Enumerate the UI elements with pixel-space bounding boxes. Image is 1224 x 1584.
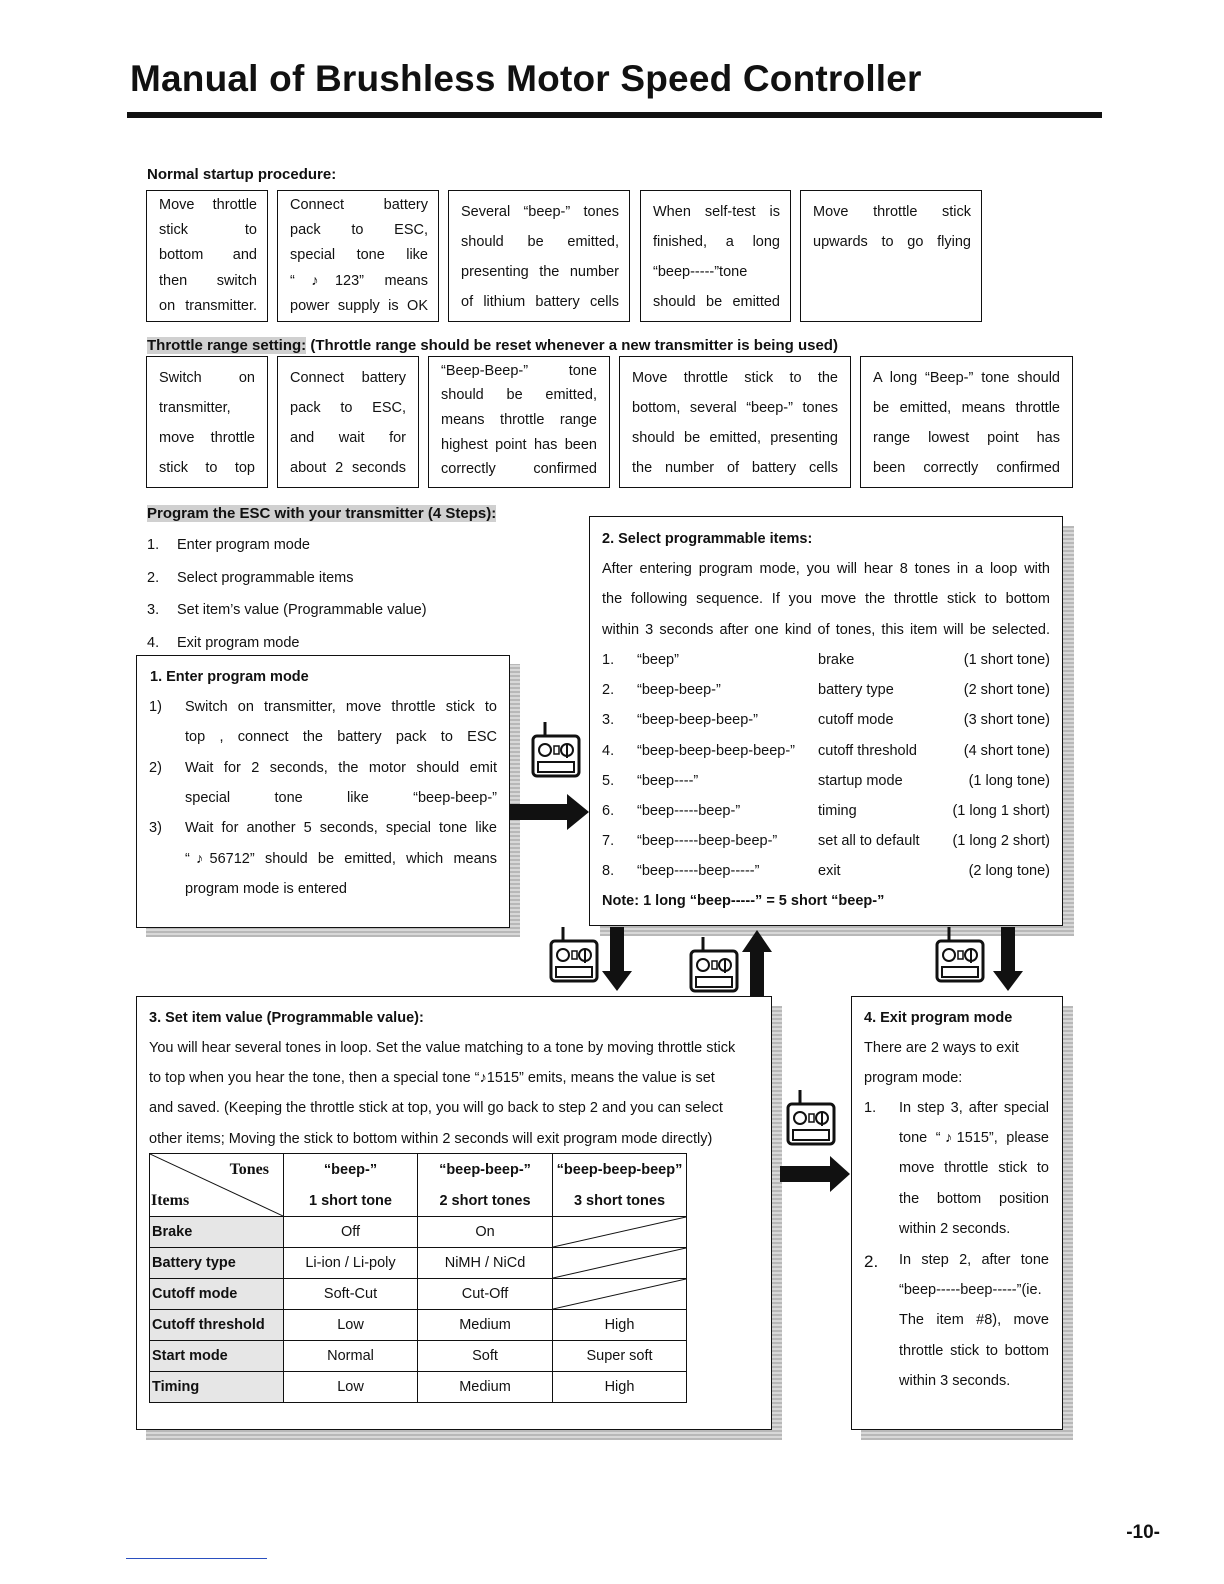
empty-cell-slash [553, 1217, 686, 1247]
throttle-step-line: about 2 seconds [290, 460, 406, 476]
startup-step-line: stick to [159, 222, 257, 238]
exit-way-line: the bottom position [899, 1190, 1049, 1207]
exit-way-number: 2. [864, 1252, 879, 1271]
throttle-step-line: highest point has been [441, 437, 597, 453]
throttle-step-line: A long “Beep-” tone should [873, 370, 1060, 386]
program-step-text: Select programmable items [177, 569, 354, 586]
enter-program-box [136, 655, 510, 928]
select-item-name: exit [818, 863, 841, 880]
select-items-box [589, 516, 1063, 926]
table-cell: Super soft [553, 1341, 687, 1372]
startup-step-line: “beep-----”tone [653, 264, 748, 280]
enter-item-line: Wait for another 5 seconds, special tone like [185, 820, 497, 837]
enter-item-line: special tone like “beep-beep-” [185, 789, 497, 806]
enter-item-line: program mode is entered [185, 880, 347, 897]
startup-step-line: special tone like [290, 247, 428, 263]
select-item-number: 5. [602, 772, 615, 789]
throttle-step-line: should be emitted, [441, 387, 597, 403]
tone-table [149, 1153, 687, 1403]
select-item-number: 2. [602, 682, 615, 699]
table-row [150, 1279, 687, 1310]
select-item-name: set all to default [818, 833, 920, 850]
startup-step-box [146, 190, 268, 322]
table-cell: Off [284, 1217, 418, 1248]
exit-intro-1: There are 2 ways to exit [864, 1040, 1019, 1056]
throttle-step-line: move throttle [159, 430, 255, 446]
throttle-step-line: means throttle range [441, 412, 597, 428]
enter-item-number: 3) [149, 820, 162, 837]
arrow-right-2 [780, 1156, 852, 1192]
transmitter-icon [689, 935, 739, 995]
table-row [150, 1372, 687, 1403]
enter-item-number: 2) [149, 759, 162, 776]
table-cell: NiMH / NiCd [418, 1248, 553, 1279]
enter-title: 1. Enter program mode [150, 669, 309, 685]
exit-way-line: tone “♪1515”, please [899, 1130, 1049, 1147]
table-cell: Low [284, 1310, 418, 1341]
program-step-text: Enter program mode [177, 537, 310, 553]
table-cell: Medium [418, 1310, 553, 1341]
setvalue-line: other items; Moving the stick to bottom within 2 seconds will exit program mode directly) [149, 1130, 713, 1147]
select-item-name: startup mode [818, 772, 903, 789]
throttle-heading [147, 337, 838, 354]
startup-step-box [800, 190, 982, 322]
select-item-tone: “beep----” [637, 772, 699, 789]
program-step-number: 2. [147, 569, 160, 586]
throttle-step-line: Move throttle stick to the [632, 370, 838, 386]
table-row-header: Brake [150, 1217, 284, 1248]
startup-heading: Normal startup procedure: [147, 166, 337, 183]
enter-item-line: “♪56712” should be emitted, which means [185, 850, 497, 867]
throttle-step-line: “Beep-Beep-” tone [441, 363, 597, 379]
table-cell [553, 1217, 687, 1248]
startup-step-box [640, 190, 791, 322]
exit-program-box [851, 996, 1063, 1430]
setvalue-line: and saved. (Keeping the throttle stick at top, you will go back to step 2 and you can select [149, 1100, 723, 1117]
table-row-header: Battery type [150, 1248, 284, 1279]
throttle-step-line: the number of battery cells [632, 460, 838, 476]
startup-step-line: Move throttle stick [813, 204, 971, 220]
throttle-step-line: and wait for [290, 430, 406, 446]
program-step-number: 3. [147, 602, 160, 618]
arrow-down-1 [602, 927, 632, 991]
select-item-tone: “beep-----beep-” [637, 803, 741, 819]
setvalue-title: 3. Set item value (Programmable value): [149, 1010, 424, 1026]
exit-way-line: within 3 seconds. [899, 1372, 1011, 1389]
select-item-count: (2 short tone) [963, 682, 1050, 699]
throttle-step-box [619, 356, 851, 488]
header-desc-2: 2 short tones [418, 1185, 553, 1217]
throttle-heading-highlight: Throttle range setting: [147, 337, 307, 354]
select-intro-line: After entering program mode, you will hear 8 tones in a loop with [602, 561, 1050, 577]
table-cell [553, 1279, 687, 1310]
throttle-step-line: been correctly confirmed [873, 460, 1060, 476]
select-item-count: (1 long tone) [968, 772, 1050, 789]
select-item-tone: “beep” [637, 652, 679, 668]
exit-way-line: The item #8), move [899, 1312, 1049, 1329]
throttle-step-line: range lowest point has [873, 430, 1060, 446]
select-title: 2. Select programmable items: [602, 531, 813, 547]
startup-step-line: then switch [159, 273, 257, 289]
select-item-number: 3. [602, 712, 615, 729]
startup-step-line: bottom and [159, 247, 257, 263]
select-item-number: 1. [602, 652, 615, 668]
select-note: Note: 1 long “beep-----” = 5 short “beep-” [602, 893, 885, 909]
select-intro-line: the following sequence. If you move the throttle stick to bottom [602, 591, 1050, 608]
enter-item-number: 1) [149, 699, 162, 715]
startup-step-line: When self-test is [653, 204, 780, 220]
select-item-number: 4. [602, 742, 615, 759]
select-item-count: (1 short tone) [963, 652, 1050, 668]
startup-step-line: should be emitted, [461, 234, 619, 250]
header-tone-2: “beep-beep-” [418, 1154, 553, 1186]
throttle-step-line: Connect battery [290, 370, 406, 386]
program-step-number: 4. [147, 634, 160, 651]
select-item-count: (2 long tone) [968, 863, 1050, 880]
table-cell: Low [284, 1372, 418, 1403]
select-intro-line: within 3 seconds after one kind of tones, this item will be selected. [602, 621, 1050, 638]
table-row [150, 1341, 687, 1372]
table-row [150, 1248, 687, 1279]
page-title: Manual of Brushless Motor Speed Controller [130, 58, 922, 99]
program-step-number: 1. [147, 537, 160, 553]
corner-tones-label: Tones [229, 1161, 269, 1178]
header-desc-3: 3 short tones [553, 1185, 687, 1217]
select-item-count: (1 long 2 short) [952, 833, 1050, 850]
enter-item-line: Wait for 2 seconds, the motor should emit [185, 759, 497, 776]
table-corner-cell [150, 1154, 284, 1217]
exit-way-number: 1. [864, 1100, 877, 1116]
table-cell: Normal [284, 1341, 418, 1372]
page-number: -10- [1126, 1522, 1160, 1543]
startup-step-line: on transmitter. [159, 298, 257, 314]
startup-step-line: power supply is OK [290, 298, 428, 314]
select-item-name: cutoff threshold [818, 742, 917, 759]
exit-way-line: In step 3, after special [899, 1100, 1049, 1116]
select-item-name: cutoff mode [818, 712, 894, 729]
startup-step-line: upwards to go flying [813, 234, 971, 250]
throttle-step-line: bottom, several “beep-” tones [632, 400, 838, 416]
throttle-step-box [860, 356, 1073, 488]
table-cell: On [418, 1217, 553, 1248]
empty-cell-slash [553, 1279, 686, 1309]
program-step-text: Set item’s value (Programmable value) [177, 602, 427, 618]
setvalue-line: to top when you hear the tone, then a special tone “♪1515” emits, means the value is set [149, 1070, 715, 1087]
corner-items-label: Items [151, 1192, 190, 1209]
exit-way-line: within 2 seconds. [899, 1220, 1011, 1237]
header-desc-1: 1 short tone [284, 1185, 418, 1217]
table-row [150, 1217, 687, 1248]
throttle-step-box [428, 356, 610, 488]
exit-title: 4. Exit program mode [864, 1010, 1013, 1026]
startup-step-line: finished, a long [653, 234, 780, 250]
startup-step-line: pack to ESC, [290, 222, 428, 238]
table-cell: Soft-Cut [284, 1279, 418, 1310]
empty-cell-slash [553, 1248, 686, 1278]
table-cell: High [553, 1372, 687, 1403]
throttle-step-line: be emitted, means throttle [873, 400, 1060, 416]
select-item-name: battery type [818, 682, 894, 699]
startup-step-line: Connect battery [290, 197, 428, 213]
program-step-text: Exit program mode [177, 634, 300, 651]
startup-step-line: presenting the number [461, 264, 619, 280]
select-item-number: 7. [602, 833, 615, 850]
enter-item-line: top , connect the battery pack to ESC [185, 729, 497, 746]
program-heading: Program the ESC with your transmitter (4 Steps): [147, 505, 497, 522]
table-row-header: Cutoff threshold [150, 1310, 284, 1341]
startup-step-box [448, 190, 630, 322]
transmitter-icon [935, 925, 985, 985]
select-item-tone: “beep-----beep-beep-” [637, 833, 778, 850]
select-item-count: (4 short tone) [963, 742, 1050, 759]
select-item-number: 6. [602, 803, 615, 819]
header-tone-3: “beep-beep-beep” [553, 1154, 687, 1186]
throttle-step-line: stick to top [159, 460, 255, 476]
select-item-number: 8. [602, 863, 615, 880]
startup-step-line: of lithium battery cells [461, 294, 619, 310]
transmitter-icon [549, 925, 599, 985]
table-row-header: Cutoff mode [150, 1279, 284, 1310]
arrow-up [742, 930, 772, 996]
throttle-step-line: correctly confirmed [441, 461, 597, 477]
table-row-header: Start mode [150, 1341, 284, 1372]
table-cell: Medium [418, 1372, 553, 1403]
select-item-tone: “beep-beep-beep-” [637, 712, 758, 729]
throttle-step-line: Switch on [159, 370, 255, 386]
exit-way-line: move throttle stick to [899, 1160, 1049, 1177]
exit-way-line: “beep-----beep-----”(ie. [899, 1282, 1042, 1299]
startup-step-line: should be emitted [653, 294, 780, 310]
footer-rule [126, 1558, 267, 1559]
startup-step-box [277, 190, 439, 322]
throttle-step-line: pack to ESC, [290, 400, 406, 416]
select-item-name: brake [818, 652, 855, 668]
title-rule [127, 112, 1102, 118]
table-cell [553, 1248, 687, 1279]
throttle-step-line: transmitter, [159, 400, 231, 416]
exit-way-line: In step 2, after tone [899, 1252, 1049, 1268]
select-item-count: (1 long 1 short) [952, 803, 1050, 819]
exit-way-line: throttle stick to bottom [899, 1342, 1049, 1359]
table-cell: Cut-Off [418, 1279, 553, 1310]
table-cell: High [553, 1310, 687, 1341]
transmitter-icon [531, 720, 581, 780]
enter-item-line: Switch on transmitter, move throttle stick to [185, 699, 497, 715]
startup-step-line: Move throttle [159, 197, 257, 213]
select-item-name: timing [818, 803, 857, 819]
select-item-tone: “beep-----beep-----” [637, 863, 760, 880]
table-cell: Li-ion / Li-poly [284, 1248, 418, 1279]
select-item-tone: “beep-beep-beep-beep-” [637, 742, 795, 759]
throttle-step-line: should be emitted, presenting [632, 430, 838, 446]
arrow-down-2 [993, 927, 1023, 991]
throttle-step-box [146, 356, 268, 488]
table-row-header: Timing [150, 1372, 284, 1403]
transmitter-icon [786, 1088, 836, 1148]
throttle-step-box [277, 356, 419, 488]
exit-intro-2: program mode: [864, 1070, 963, 1086]
arrow-right-1 [509, 794, 591, 830]
select-item-count: (3 short tone) [963, 712, 1050, 729]
throttle-heading-rest: (Throttle range should be reset whenever a new transmitter is being used) [306, 337, 838, 354]
select-item-tone: “beep-beep-” [637, 682, 721, 699]
startup-step-line: “♪123” means [290, 273, 428, 289]
startup-step-line: Several “beep-” tones [461, 204, 619, 220]
setvalue-line: You will hear several tones in loop. Set the value matching to a tone by moving throttle stick [149, 1040, 736, 1056]
table-row [150, 1310, 687, 1341]
table-cell: Soft [418, 1341, 553, 1372]
header-tone-1: “beep-” [284, 1154, 418, 1186]
